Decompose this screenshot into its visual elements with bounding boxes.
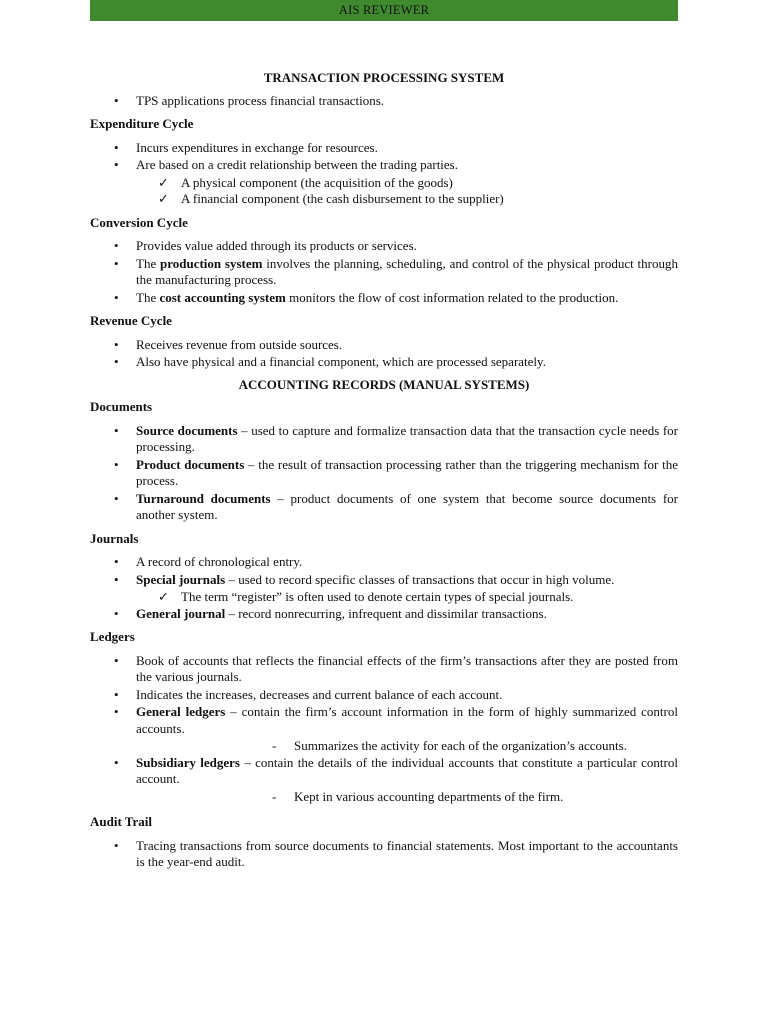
heading-audit-trail: Audit Trail bbox=[90, 814, 153, 829]
revenue-list bbox=[90, 337, 678, 371]
list-item: • Incurs expenditures in exchange for resources. bbox=[114, 139, 378, 155]
bullet-icon: • bbox=[114, 490, 119, 506]
heading-revenue-cycle: Revenue Cycle bbox=[90, 313, 172, 328]
expenditure-sublist bbox=[90, 175, 678, 208]
list-item: ✓ A financial component (the cash disbursement to the supplier) bbox=[158, 191, 504, 206]
list-item: • Provides value added through its products or services. bbox=[114, 238, 417, 253]
heading-ledgers: Ledgers bbox=[90, 629, 135, 644]
ledgers-list-continued bbox=[90, 755, 678, 788]
list-item: • General journal – record nonrecurring, infrequent and dissimilar transactions. bbox=[114, 605, 547, 621]
list-item: • Product documents – the result of transaction processing rather than the triggering mechanism for the process. bbox=[114, 456, 678, 488]
list-item: • Indicates the increases, decreases and current balance of each account. bbox=[114, 686, 503, 702]
journals-sublist bbox=[90, 589, 678, 606]
dash-icon: - bbox=[272, 788, 277, 804]
list-item: • Tracing transactions from source documents to financial statements. Most important to the accountants is the year-end audit. bbox=[114, 837, 678, 869]
list-item: - Kept in various accounting departments of the firm. bbox=[272, 788, 564, 804]
general-ledgers-sublist bbox=[90, 738, 678, 755]
list-item: ✓ The term “register” is often used to denote certain types of special journals. bbox=[158, 589, 574, 604]
expenditure-list bbox=[90, 140, 678, 174]
section-title-accounting-records: ACCOUNTING RECORDS (MANUAL SYSTEMS) bbox=[238, 376, 530, 392]
bullet-icon: • bbox=[114, 754, 119, 770]
bullet-icon: • bbox=[114, 652, 119, 668]
heading-expenditure-cycle: Expenditure Cycle bbox=[90, 116, 194, 131]
bullet-icon: • bbox=[114, 255, 119, 271]
bullet-icon: • bbox=[114, 157, 119, 172]
bullet-icon: • bbox=[114, 554, 119, 569]
checkmark-icon: ✓ bbox=[158, 589, 169, 604]
bullet-icon: • bbox=[114, 139, 119, 155]
checkmark-icon: ✓ bbox=[158, 174, 169, 190]
list-item: • Subsidiary ledgers – contain the details of the individual accounts that constitute a particular control account. bbox=[114, 754, 678, 786]
heading-journals: Journals bbox=[90, 530, 139, 546]
list-item: • A record of chronological entry. bbox=[114, 554, 303, 569]
list-item: • Book of accounts that reflects the financial effects of the firm’s transactions after they are posted from the various journals. bbox=[114, 652, 678, 684]
list-item: • Turnaround documents – product documents of one system that become source documents for another system. bbox=[114, 490, 678, 522]
bullet-icon: • bbox=[114, 238, 119, 253]
document-body bbox=[90, 70, 678, 872]
tps-list bbox=[90, 93, 678, 110]
bullet-icon: • bbox=[114, 422, 119, 438]
audit-list bbox=[90, 838, 678, 871]
dash-icon: - bbox=[272, 738, 277, 753]
list-item: • Special journals – used to record specific classes of transactions that occur in high volume. bbox=[114, 571, 615, 587]
checkmark-icon: ✓ bbox=[158, 191, 169, 206]
list-item: • TPS applications process financial transactions. bbox=[114, 92, 385, 108]
list-item: • Source documents – used to capture and formalize transaction data that the transaction cycle needs for processing. bbox=[114, 422, 679, 454]
bullet-icon: • bbox=[114, 92, 119, 108]
bullet-icon: • bbox=[114, 837, 119, 853]
ledgers-list bbox=[90, 653, 678, 738]
list-item: • Receives revenue from outside sources. bbox=[114, 336, 343, 352]
bullet-icon: • bbox=[114, 336, 119, 352]
list-item: ✓ A physical component (the acquisition of the goods) bbox=[158, 174, 453, 190]
list-item: • Also have physical and a financial component, which are processed separately. bbox=[114, 354, 546, 369]
documents-list bbox=[90, 423, 678, 524]
conversion-list bbox=[90, 238, 678, 306]
bullet-icon: • bbox=[114, 686, 119, 702]
journals-list bbox=[90, 554, 678, 588]
bullet-icon: • bbox=[114, 704, 119, 719]
heading-documents: Documents bbox=[90, 399, 153, 414]
list-item: • General ledgers – contain the firm’s account information in the form of highly summarized control accounts. bbox=[114, 704, 678, 736]
bullet-icon: • bbox=[114, 289, 119, 305]
header-banner: AIS REVIEWER bbox=[90, 0, 678, 21]
bullet-icon: • bbox=[114, 605, 119, 621]
bullet-icon: • bbox=[114, 456, 119, 472]
list-item: • Are based on a credit relationship between the trading parties. bbox=[114, 157, 458, 172]
journals-list-continued bbox=[90, 606, 678, 623]
bullet-icon: • bbox=[114, 354, 119, 369]
list-item: • The cost accounting system monitors the flow of cost information related to the production. bbox=[114, 289, 619, 305]
subsidiary-ledgers-sublist bbox=[90, 789, 678, 806]
section-title-tps: TRANSACTION PROCESSING SYSTEM bbox=[263, 70, 505, 85]
heading-conversion-cycle: Conversion Cycle bbox=[90, 214, 188, 230]
list-item: - Summarizes the activity for each of the organization’s accounts. bbox=[272, 738, 627, 753]
list-item: • The production system involves the planning, scheduling, and control of the physical product through the manufacturing process. bbox=[114, 255, 678, 287]
bullet-icon: • bbox=[114, 571, 119, 587]
